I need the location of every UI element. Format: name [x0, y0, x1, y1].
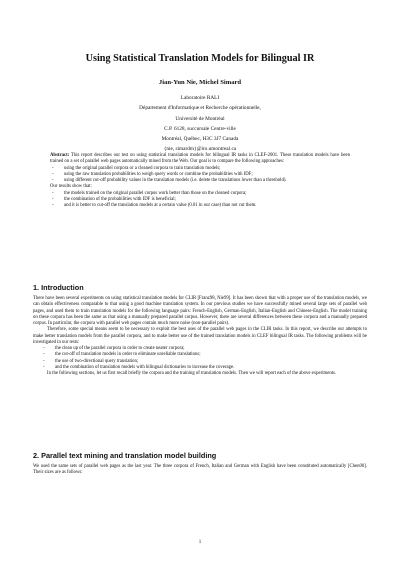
affiliation-line: Laboratoire RALI — [180, 95, 220, 101]
affiliation-line: Montréal, Québec, H3C 3J7 Canada — [161, 136, 239, 143]
list-item: - the combination of the probabilities with IDF is beneficial; — [50, 197, 350, 203]
affiliation-line: Département d'Informatique et Recherche opérationnelle, — [139, 105, 261, 112]
paragraph: Therefore, some special means seem to be necessary to exploit the best uses of the parallel web pages in the CLIR tasks. In this report, we describe our attempts to make better translation models from the parallel corpora, and to make better use of the trained translation models in CLEF bilingual IR tasks. The following problems will be investigated in our tests: — [33, 327, 367, 345]
list-item: - and it is better to cut-off the translation models at a certain value (0.01 in our case) than not cut them. — [50, 203, 350, 209]
list-item: - using different cut-off probability values in the translation models (i.e. delete the translations lower than a threshold). — [50, 178, 350, 184]
abstract-paragraph — [50, 153, 350, 166]
section-heading-introduction: 1. Introduction — [33, 283, 84, 292]
paragraph: We used the same sets of parallel web pages as the last year. The three corpora of French, Italian and German with English have been constituted automatically [Chen00]. Their sizes are as follows: — [33, 464, 367, 476]
list-item: - the models trained on the original parallel corpus work better than those on the cleaned corpora; — [50, 191, 350, 197]
paper-authors: Jian-Yun Nie, Michel Simard — [158, 79, 242, 86]
abstract — [50, 153, 350, 209]
paragraph: In the following sections, let us first recall briefly the corpora and the training of translation models. Then we will report each of the above experiments. — [47, 371, 337, 376]
approaches-list — [50, 166, 350, 185]
list-item: - using the original parallel corpora or a cleaned corpora to train translation models; — [50, 166, 350, 172]
paper-title: Using Statistical Translation Models for Bilingual IR — [85, 53, 315, 64]
problems-list — [33, 346, 367, 371]
list-item: - and the combination of translation models with bilingual dictionaries to increase the coverage. — [33, 365, 367, 371]
section-heading-parallel-text-mining: 2. Parallel text mining and translation model building — [33, 451, 217, 460]
affiliation-line: C.P. 6128, succursale Centre-ville — [164, 125, 236, 132]
list-item: - the clean up of the parallel corpora in order to create neater corpora; — [33, 346, 367, 352]
author-affiliation — [0, 93, 400, 155]
paragraph: There have been several experiments on using statistical translation models for CLIR [Franz98, Nie99]. It has been shown that with a proper use of the translation models, we can obtain effectiveness comparable to that using a good machine translation system. In our previous studies we have successfully mined several large sets of parallel web pages, and used them to train translation models for the following language pairs: French-English, German-English, Italian-English and Chinese-English. The model training on these corpora has been the same as that using a manually prepared parallel corpus. However, there are several differences between these corpora and a manually prepared corpus. In particular, the corpora with parallel web pages contain much more noise (non-parallel pairs). — [33, 296, 367, 326]
introduction-body — [33, 296, 367, 377]
list-item: - using the raw translation probabilities to weigh query words or combine the probabilities with IDF; — [50, 172, 350, 178]
affiliation-line: Université de Montréal — [175, 115, 225, 122]
author-emails: {nie, simardm}@iro.umontreal.ca — [163, 146, 237, 153]
abstract-text: This report describes our test on using statistical translation models for bilingual IR tasks in CLEF-2001. These translation models have been trained on a set of parallel web pages automatically mined from the Web. Our goal is to compare the following approaches: — [50, 153, 350, 165]
results-list — [50, 191, 350, 210]
results-intro: Our results show that: — [50, 184, 92, 190]
page-number: 1 — [198, 540, 202, 545]
section2-body — [33, 464, 367, 477]
list-item: - the use of two-directional query translation; — [33, 359, 367, 365]
list-item: - the cut-off of translation models in order to eliminate unreliable translations; — [33, 352, 367, 358]
abstract-label: Abstract: — [50, 153, 70, 158]
